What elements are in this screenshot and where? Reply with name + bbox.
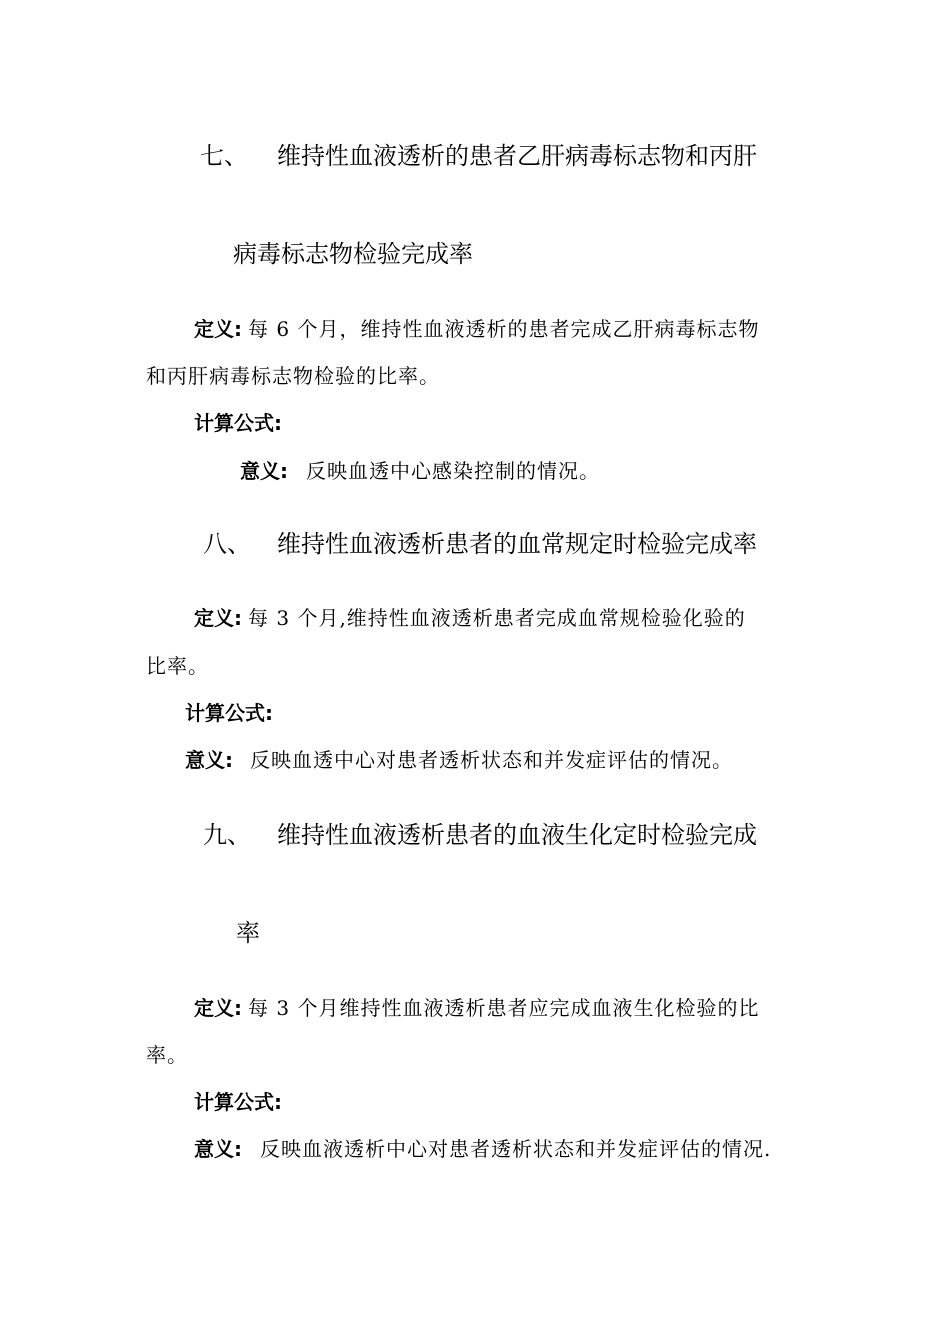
section-number: 八、 [203,530,251,558]
section-title-line1: 维持性血液透析的患者乙肝病毒标志物和丙肝 [277,142,757,170]
definition-text-cont: 比率。 [146,654,209,678]
formula-label: 计算公式: [185,701,273,725]
meaning-label: 意义: [185,748,233,772]
definition-text: 每 3 个月,维持性血液透析患者完成血常规检验化验的 [248,606,746,630]
definition-label: 定义: [194,317,242,341]
section-number: 九、 [203,821,251,849]
definition-text: 每 6 个月，维持性血液透析的患者完成乙肝病毒标志物 [248,317,760,341]
definition-text: 每 3 个月维持性血液透析患者应完成血液生化检验的比 [248,996,760,1020]
definition-text-cont: 率。 [146,1043,188,1067]
section-title-line2: 率 [236,919,260,947]
definition-label: 定义: [194,606,242,630]
meaning-text: 反映血透中心感染控制的情况。 [306,459,600,483]
definition-label: 定义: [194,996,242,1020]
section-title-line1: 维持性血液透析患者的血液生化定时检验完成 [277,821,757,849]
meaning-text: 反映血液透析中心对患者透析状态和并发症评估的情况. [260,1137,772,1161]
meaning-text: 反映血透中心对患者透析状态和并发症评估的情况。 [250,748,733,772]
section-title-line1: 维持性血液透析患者的血常规定时检验完成率 [277,530,757,558]
definition-text-cont: 和丙肝病毒标志物检验的比率。 [146,364,440,388]
formula-label: 计算公式: [194,411,282,435]
meaning-label: 意义: [240,459,288,483]
formula-label: 计算公式: [194,1090,282,1114]
section-number: 七、 [200,142,248,170]
meaning-label: 意义: [194,1137,242,1161]
section-title-line2: 病毒标志物检验完成率 [233,240,473,268]
